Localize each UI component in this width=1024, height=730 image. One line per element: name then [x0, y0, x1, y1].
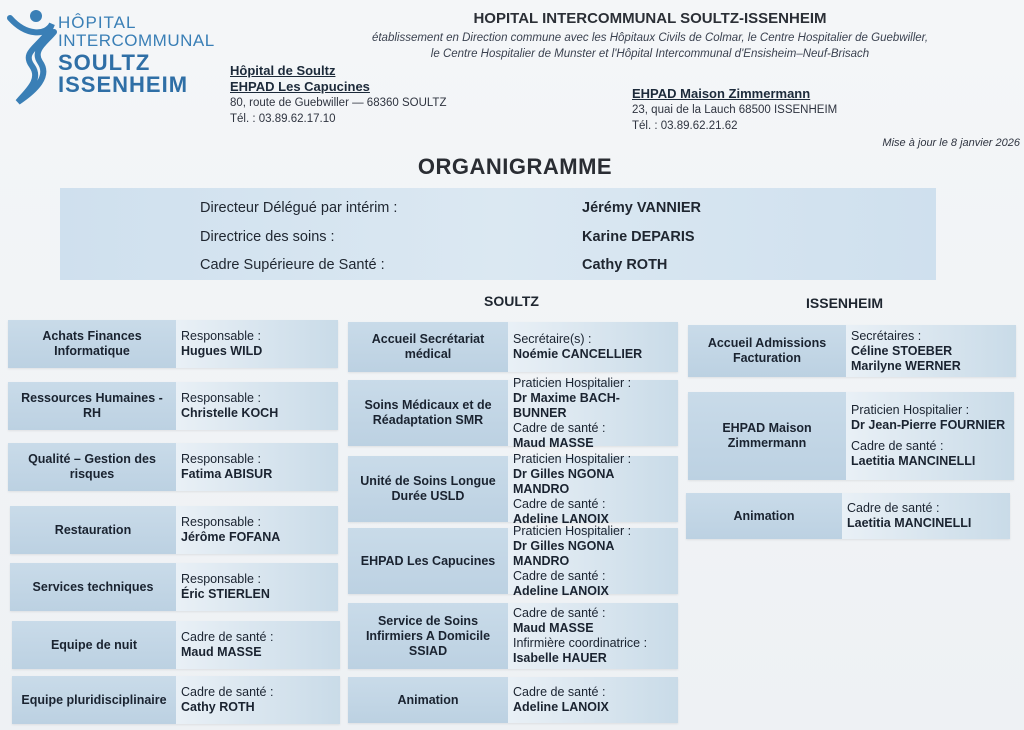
address-soultz	[230, 63, 446, 127]
role-label: Cadre de santé :	[181, 630, 274, 644]
service-label: Equipe pluridisciplinaire	[12, 676, 176, 724]
soultz-phone: Tél. : 03.89.62.17.10	[230, 113, 336, 125]
service-label: Service de Soins Infirmiers A Domicile SSIAD	[348, 603, 508, 669]
role-label: Responsable :	[181, 572, 261, 586]
column-title-soultz: SOULTZ	[484, 293, 539, 309]
service-label: Unité de Soins Longue Durée USLD	[348, 456, 508, 522]
person-name: Maud MASSE	[513, 435, 594, 450]
column-title-issenheim: ISSENHEIM	[806, 295, 884, 311]
person-name: Hugues WILD	[181, 344, 263, 358]
header-subtitle-1: établissement en Direction commune avec les Hôpitaux Civils de Colmar, le Centre Hospitalier de Guebwiller,	[371, 32, 929, 44]
role-label: Cadre de santé :	[513, 496, 606, 511]
service-card	[348, 677, 678, 723]
hospital-logo	[6, 6, 226, 106]
service-card	[10, 563, 338, 611]
service-label: Animation	[686, 493, 842, 539]
soultz-name-2: EHPAD Les Capucines	[230, 79, 370, 94]
person-name: Adeline LANOIX	[513, 583, 609, 598]
logo-line-1: HÔPITAL	[58, 13, 137, 32]
service-card	[348, 322, 678, 372]
service-label: Animation	[348, 677, 508, 723]
role-label: Cadre de santé :	[513, 568, 606, 583]
role-label: Responsable :	[181, 329, 261, 343]
service-info	[176, 382, 338, 430]
document-title: HOPITAL INTERCOMMUNAL SOULTZ-ISSENHEIM	[473, 10, 827, 27]
role-label: Responsable :	[181, 452, 261, 466]
service-card	[8, 382, 338, 430]
service-info	[846, 325, 1016, 377]
service-card	[8, 443, 338, 491]
service-info	[842, 493, 1010, 539]
logo-line-4: ISSENHEIM	[58, 72, 189, 97]
service-label: EHPAD Les Capucines	[348, 528, 508, 594]
service-info	[176, 320, 338, 368]
service-label: Equipe de nuit	[12, 621, 176, 669]
service-label: Services techniques	[10, 563, 176, 611]
address-issenheim	[632, 86, 837, 134]
service-card	[688, 392, 1014, 480]
service-info	[508, 677, 678, 723]
person-name: Marilyne WERNER	[851, 358, 961, 373]
role-label: Praticien Hospitalier :	[513, 523, 632, 538]
issenheim-phone: Tél. : 03.89.62.21.62	[632, 120, 738, 132]
service-info	[176, 506, 338, 554]
role-label: Cadre de santé :	[847, 501, 940, 515]
person-name: Laetitia MANCINELLI	[847, 516, 972, 530]
role-label: Secrétaires :	[851, 328, 922, 343]
person-name: Fatima ABISUR	[181, 467, 273, 481]
service-card	[686, 493, 1010, 539]
person-name: Adeline LANOIX	[513, 511, 609, 526]
update-date: Mise à jour le 8 janvier 2026	[882, 137, 1020, 149]
role-label: Responsable :	[181, 391, 261, 405]
service-card	[12, 676, 340, 724]
role-label: Infirmière coordinatrice :	[513, 636, 648, 650]
direction-name: Jérémy VANNIER	[582, 200, 702, 216]
service-info	[508, 375, 678, 450]
person-name: Cathy ROTH	[181, 700, 255, 714]
person-name: Isabelle HAUER	[513, 651, 607, 665]
service-info	[846, 392, 1014, 480]
role-label: Praticien Hospitalier :	[513, 375, 632, 390]
person-name: Maud MASSE	[181, 645, 262, 659]
person-name: Adeline LANOIX	[513, 700, 609, 714]
service-label: Restauration	[10, 506, 176, 554]
service-card	[10, 506, 338, 554]
service-info	[508, 451, 678, 526]
logo-line-3: SOULTZ	[58, 50, 151, 75]
service-label: Ressources Humaines - RH	[8, 382, 176, 430]
figure-swirl-logo-icon	[6, 6, 58, 106]
org-chart-title: ORGANIGRAMME	[417, 154, 613, 179]
person-name: Éric STIERLEN	[181, 587, 270, 601]
service-card	[348, 375, 678, 450]
service-info	[176, 563, 338, 611]
person-name: Dr Gilles NGONA MANDRO	[513, 538, 614, 568]
service-info	[508, 523, 678, 598]
person-name: Noémie CANCELLIER	[513, 347, 643, 361]
service-card	[348, 451, 678, 526]
service-info	[508, 322, 678, 372]
role-label: Secrétaire(s) :	[513, 332, 592, 346]
service-info	[176, 443, 338, 491]
role-label: Praticien Hospitalier :	[851, 403, 970, 417]
service-info	[508, 603, 678, 669]
person-name: Laetitia MANCINELLI	[851, 454, 976, 468]
person-name: Maud MASSE	[513, 621, 594, 635]
soultz-name-1: Hôpital de Soultz	[230, 63, 336, 78]
service-card	[688, 325, 1016, 377]
service-card	[12, 621, 340, 669]
service-label: EHPAD Maison Zimmermann	[688, 392, 846, 480]
issenheim-street: 23, quai de la Lauch 68500 ISSENHEIM	[632, 104, 838, 116]
role-label: Cadre de santé :	[181, 685, 274, 699]
direction-name: Cathy ROTH	[582, 257, 668, 273]
direction-label: Directeur Délégué par intérim :	[200, 200, 398, 216]
person-name: Christelle KOCH	[181, 406, 279, 420]
logo-line-2: INTERCOMMUNAL	[58, 31, 215, 50]
service-card	[348, 603, 678, 669]
role-label: Responsable :	[181, 515, 261, 529]
service-label: Accueil Admissions Facturation	[688, 325, 846, 377]
service-info	[176, 676, 340, 724]
role-label: Cadre de santé :	[513, 685, 606, 699]
person-name: Céline STOEBER	[851, 343, 953, 358]
soultz-street: 80, route de Guebwiller — 68360 SOULTZ	[230, 97, 447, 109]
service-card	[348, 523, 678, 598]
role-label: Praticien Hospitalier :	[513, 451, 632, 466]
direction-label: Cadre Supérieure de Santé :	[200, 257, 385, 273]
direction-name: Karine DEPARIS	[582, 229, 695, 245]
header-subtitle-2: le Centre Hospitalier de Munster et l'Hôpital Intercommunal d'Ensisheim–Neuf-Brisach	[430, 48, 870, 60]
person-name: Dr Gilles NGONA MANDRO	[513, 466, 614, 496]
role-label: Cadre de santé :	[513, 606, 606, 620]
role-label: Cadre de santé :	[851, 439, 944, 453]
service-label: Achats Finances Informatique	[8, 320, 176, 368]
service-label: Qualité – Gestion des risques	[8, 443, 176, 491]
direction-label: Directrice des soins :	[200, 229, 335, 245]
service-card	[8, 320, 338, 368]
service-label: Accueil Secrétariat médical	[348, 322, 508, 372]
direction-box	[60, 188, 936, 280]
person-name: Dr Maxime BACH-BUNNER	[513, 390, 620, 420]
person-name: Dr Jean-Pierre FOURNIER	[851, 418, 1006, 432]
person-name: Jérôme FOFANA	[181, 530, 281, 544]
service-label: Soins Médicaux et de Réadaptation SMR	[348, 380, 508, 446]
role-label: Cadre de santé :	[513, 420, 606, 435]
service-info	[176, 621, 340, 669]
issenheim-name: EHPAD Maison Zimmermann	[632, 86, 811, 101]
